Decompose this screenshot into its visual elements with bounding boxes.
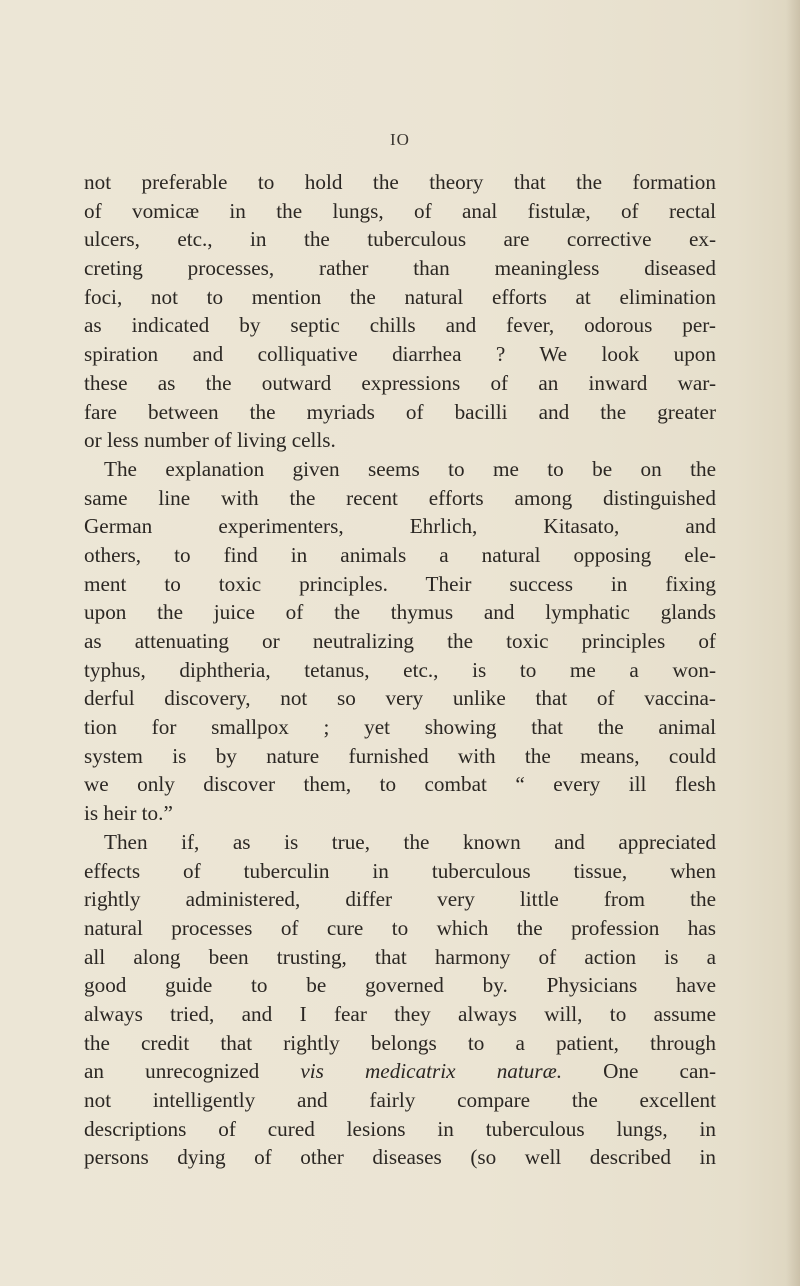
text-line-35: persons dying of other diseases (so well described in xyxy=(84,1145,716,1170)
text-line-3: ulcers, etc., in the tuberculous are corrective ex- xyxy=(84,227,716,252)
text-line-4: creting processes, rather than meaningless diseased xyxy=(84,256,716,281)
text-line-32 xyxy=(84,1057,716,1086)
text-line-19: derful discovery, not so very unlike that of vaccina- xyxy=(84,686,716,711)
page-edge-shadow xyxy=(786,0,800,1286)
text-line-21: system is by nature furnished with the means, could xyxy=(84,743,716,768)
text-line-5: foci, not to mention the natural efforts at elimination xyxy=(84,284,716,309)
text-line-15: ment to toxic principles. Their success in fixing xyxy=(84,571,716,596)
text-line-26: rightly administered, differ very little from the xyxy=(84,887,716,912)
latin-phrase: vis medicatrix naturæ. xyxy=(300,1059,563,1084)
page-number: IO xyxy=(390,130,410,149)
text-line-8: these as the outward expressions of an inward war- xyxy=(84,370,716,395)
text-line-9: fare between the myriads of bacilli and the greater xyxy=(84,399,716,424)
text-line-24: Then if, as is true, the known and appreciated xyxy=(104,829,716,854)
text-line-13: German experimenters, Ehrlich, Kitasato, and xyxy=(84,514,716,539)
text-line-14: others, to find in animals a natural opposing ele- xyxy=(84,542,716,567)
text-line-33: not intelligently and fairly compare the excellent xyxy=(84,1088,716,1112)
text-line-25: effects of tuberculin in tuberculous tissue, when xyxy=(84,858,716,883)
text-line-29: good guide to be governed by. Physicians have xyxy=(84,973,716,998)
text-line-32-end: One can- xyxy=(603,1059,717,1084)
text-line-27: natural processes of cure to which the profession has xyxy=(84,915,716,940)
text-line-32-start: an unrecognized xyxy=(84,1059,260,1084)
text-line-30: always tried, and I fear they always will, to assume xyxy=(84,1001,716,1026)
text-line-7: spiration and colliquative diarrhea ? We look upon xyxy=(84,342,716,367)
text-line-20: tion for smallpox ; yet showing that the animal xyxy=(84,715,716,740)
text-line-28: all along been trusting, that harmony of action is a xyxy=(84,944,716,969)
text-line-22: we only discover them, to combat “ every ill flesh xyxy=(84,772,716,797)
text-line-34: descriptions of cured lesions in tuberculous lungs, in xyxy=(84,1116,716,1141)
text-line-18: typhus, diphtheria, tetanus, etc., is to me a won- xyxy=(84,657,716,682)
text-line-6: as indicated by septic chills and fever, odorous per- xyxy=(84,313,716,338)
text-line-2: of vomicæ in the lungs, of anal fistulæ, of rectal xyxy=(84,198,716,223)
text-line-12: same line with the recent efforts among distinguished xyxy=(84,485,716,510)
text-line-10: or less number of living cells. xyxy=(84,428,336,453)
body-text xyxy=(84,168,716,1172)
text-line-17: as attenuating or neutralizing the toxic principles of xyxy=(84,629,716,653)
text-line-11: The explanation given seems to me to be on the xyxy=(104,456,716,481)
text-line-16: upon the juice of the thymus and lymphatic glands xyxy=(84,600,716,625)
text-line-31: the credit that rightly belongs to a patient, through xyxy=(84,1030,716,1055)
text-line-23: is heir to.” xyxy=(84,801,173,826)
text-line-1: not preferable to hold the theory that the formation xyxy=(84,170,716,194)
